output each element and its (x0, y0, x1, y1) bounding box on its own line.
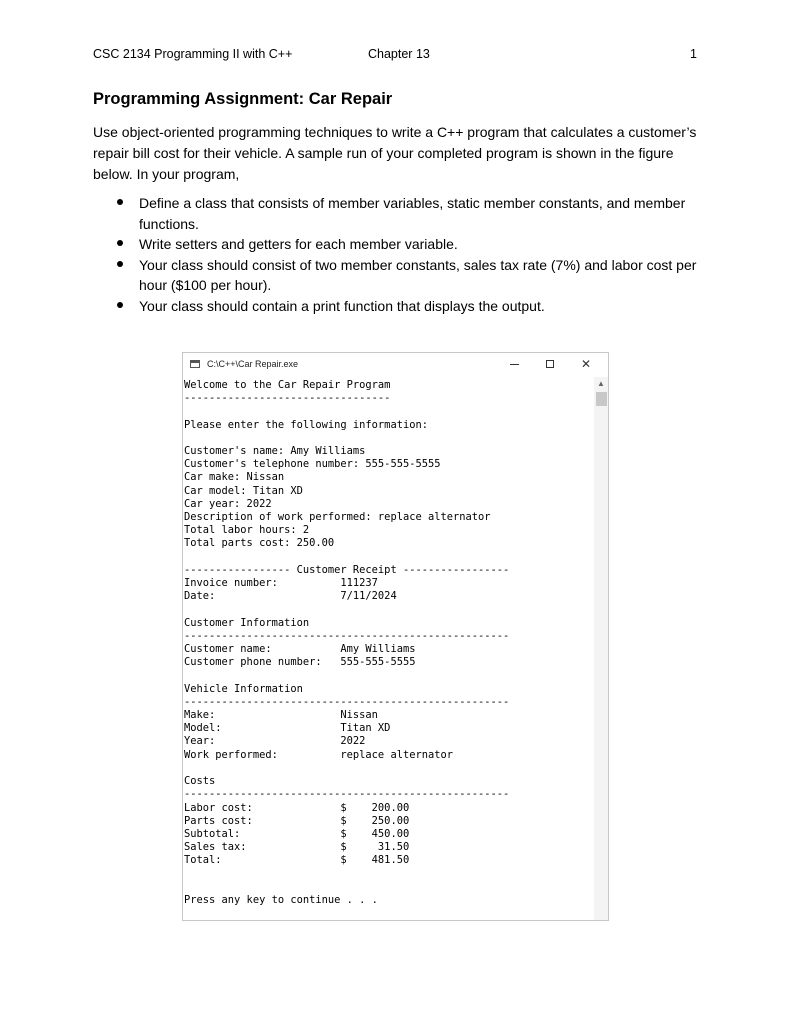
scrollbar-thumb[interactable] (596, 392, 607, 406)
maximize-icon (546, 360, 554, 368)
window-titlebar[interactable] (183, 353, 608, 375)
minimize-button[interactable] (496, 353, 532, 375)
requirement-item: Define a class that consists of member variables, static member constants, and member functions. (93, 193, 703, 234)
assignment-intro: Use object-oriented programming techniques to write a C++ program that calculates a customer’s repair bill cost for their vehicle. A sample run of your completed program is shown in the figure below. In your program, (93, 124, 697, 182)
header-course: CSC 2134 Programming II with C++ (93, 47, 293, 61)
console-window (182, 352, 609, 921)
requirement-item: Write setters and getters for each member variable. (93, 234, 703, 255)
requirement-item: Your class should contain a print function that displays the output. (93, 296, 703, 317)
maximize-button[interactable] (532, 353, 568, 375)
minimize-icon (510, 364, 519, 365)
requirements-list (93, 193, 703, 316)
window-title: C:\C++\Car Repair.exe (207, 359, 299, 369)
header-page-number: 1 (690, 47, 697, 61)
header-chapter: Chapter 13 (368, 47, 430, 61)
vertical-scrollbar[interactable] (594, 377, 608, 920)
close-icon: ✕ (580, 357, 592, 371)
console-app-icon (190, 360, 200, 368)
console-output: Welcome to the Car Repair Program --------------------------------- Please enter the following information: Customer's name: Amy Williams Customer's telephone number: 555-555-5555 Car make: Nissan Car model: Titan XD Car year: 2022 Description of work performed: replace alternator Total labor hours: 2 Total parts cost: 250.00 ----------------- Customer Receipt ----------------- Invoice number: 111237 Date: 7/11/2024 Customer Information ---------------------------------------------------- Customer name: Amy Williams Customer phone number: 555-555-5555 Vehicle Information ---------------------------------------------------- Make: Nissan Model: Titan XD Year: 2022 Work performed: replace alternator Costs ---------------------------------------------------- Labor cost: $ 200.00 Parts cost: $ 250.00 Subtotal: $ 450.00 Sales tax: $ 31.50 Total: $ 481.50 Press any key to continue . . . (184, 379, 510, 906)
requirement-item: Your class should consist of two member constants, sales tax rate (7%) and labor cost per hour ($100 per hour). (93, 255, 703, 296)
scroll-up-arrow-icon[interactable]: ▲ (597, 379, 605, 388)
assignment-title: Programming Assignment: Car Repair (93, 90, 393, 108)
close-button[interactable] (568, 353, 604, 375)
